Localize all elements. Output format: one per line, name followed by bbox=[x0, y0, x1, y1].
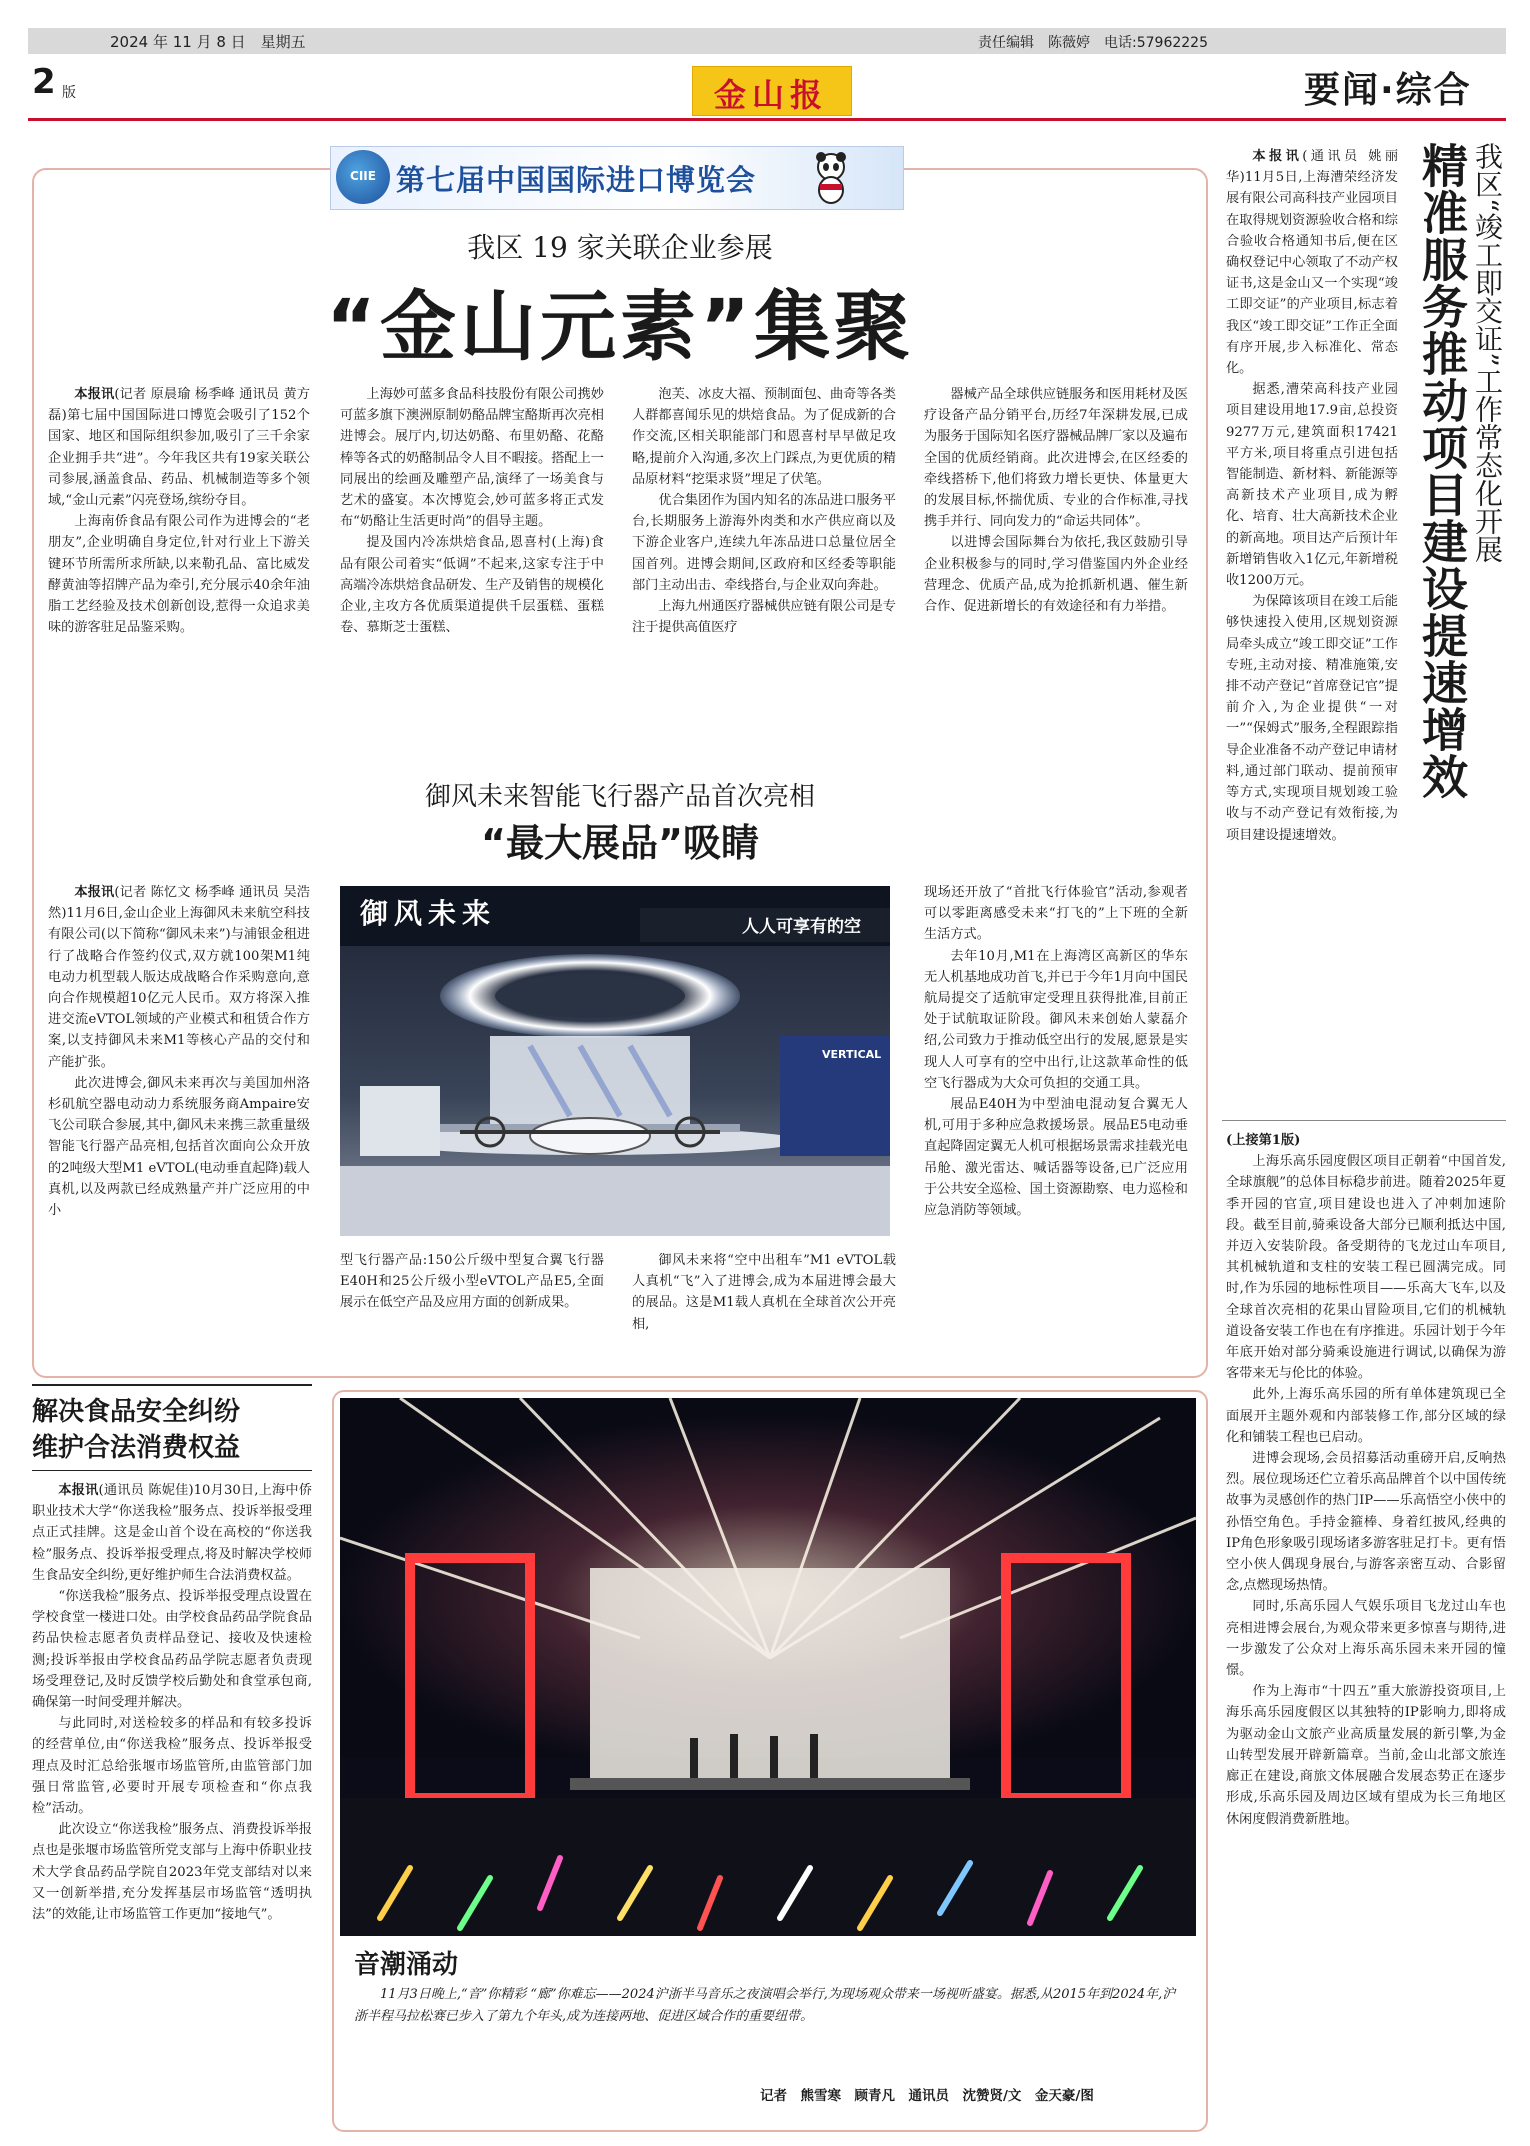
expo-paragraph: 第七届中国国际进口博览会吸引了152个国家、地区和国际组织参加,吸引了三千余家企业拥手共“进”。今年我区共有19家关联公司参展,涵盖食品、药品、机械制造等多个领域,“金山元素”闪亮登场,缤纷夺目。 bbox=[48, 408, 310, 509]
flight-paragraph: 展品E40H为中型油电混动复合翼无人机,可用于多种应急救援场景。展品E5电动垂直起降固定翼无人机可根据场景需求挂载光电吊舱、激光雷达、喊话器等设备,已广泛应用于公共安全巡检、国土资源勘察、电力巡检和应急消防等领域。 bbox=[924, 1097, 1188, 1219]
food-headline-line1: 解决食品安全纠纷 bbox=[32, 1397, 241, 1427]
flight-column-1 bbox=[48, 882, 310, 1221]
food-headline-line2: 维护合法消费权益 bbox=[32, 1433, 241, 1463]
flight-column-2 bbox=[340, 1250, 604, 1314]
continued-label: (上接第1版) bbox=[1226, 1133, 1301, 1148]
food-byline-label: 本报讯 bbox=[58, 1483, 99, 1498]
page-unit: 版 bbox=[62, 85, 76, 101]
flight-paragraph: 御风未来将“空中出租车”M1 eVTOL载人真机“飞”入了进博会,成为本届进博会最大的展品。这是M1载人真机在全球首次公开亮相, bbox=[632, 1253, 896, 1332]
service-byline: (通讯员 姚丽华) bbox=[1226, 149, 1398, 186]
food-paragraph: 10月30日,上海中侨职业技术大学“你送我检”服务点、投诉举报受理点正式挂牌。这是金山首个设在高校的“你送我检”服务点、投诉举报受理点,将及时解决学校师生食品安全纠纷,更好维护师生合法消费权益。 bbox=[32, 1483, 312, 1583]
panda-mascot-icon bbox=[808, 150, 854, 204]
flight-paragraph: 去年10月,M1在上海湾区高新区的华东无人机基地成功首飞,并已于今年1月向中国民航局提交了适航审定受理且获得批准,目前正处于试航取证阶段。御风未来创始人蒙磊介绍,公司致力于推动低空出行的发展,愿景是实现人人可享有的空中出行,让这款革命性的低空飞行器成为大众可负担的交通工具。 bbox=[924, 948, 1188, 1091]
expo-paragraph: 泡芙、冰皮大福、预制面包、曲奇等各类人群都喜闻乐见的烘焙食品。为了促成新的合作交流,区相关职能部门和恩喜村早早做足攻略,提前介入沟通,多次上门踩点,为更优质的精品原材料“挖渠求贤”埋足了伏笔。 bbox=[632, 387, 896, 487]
flight-paragraph: 现场还开放了“首批飞行体验官”活动,参观者可以零距离感受未来“打飞的”上下班的全新生活方式。 bbox=[924, 885, 1188, 943]
service-byline-label: 本报讯 bbox=[1252, 149, 1303, 164]
expo-banner-title: 第七届中国国际进口博览会 bbox=[396, 163, 757, 197]
food-byline: (通讯员 陈妮佳) bbox=[98, 1483, 194, 1498]
expo-byline-label: 本报讯 bbox=[74, 387, 115, 402]
flight-paragraph: 型飞行器产品:150公斤级中型复合翼飞行器E40H和25公斤级小型eVTOL产品E5,全面展示在低空产品及应用方面的创新成果。 bbox=[340, 1253, 604, 1311]
food-headline bbox=[32, 1394, 322, 1466]
expo-paragraph: 上海妙可蓝多食品科技股份有限公司携妙可蓝多旗下澳洲原制奶酪品牌宝酪斯再次亮相进博会。展厅内,切达奶酪、布里奶酪、花酪棒等各式的奶酪制品令人目不暇接。搭配上一同展出的绘画及雕塑产品,演绎了一场美食与艺术的盛宴。本次博览会,妙可蓝多将正式发布“奶酪让生活更时尚”的倡导主题。 bbox=[340, 387, 604, 530]
editor-info: 责任编辑 陈薇婷 电话:57962225 bbox=[978, 35, 1208, 51]
expo-column-3 bbox=[632, 384, 896, 638]
flight-byline-label: 本报讯 bbox=[74, 885, 115, 900]
service-kicker: 我区“竣工即交证”工作常态化开展 bbox=[1471, 142, 1504, 563]
header-rule bbox=[28, 118, 1506, 121]
divider-line bbox=[1222, 1120, 1506, 1121]
service-paragraph: 11月5日,上海漕荣经济发展有限公司高科技产业园项目在取得规划资源验收合格和综合验收合格通知书后,便在区确权登记中心领取了不动产权证书,这是金山又一个实现“竣工即交证”的产业项目,标志着我区“竣工即交证”工作正全面有序开展,步入标准化、常态化。 bbox=[1226, 170, 1398, 377]
service-column-top bbox=[1226, 146, 1398, 892]
expo-paragraph: 优合集团作为国内知名的冻品进口服务平台,长期服务上游海外肉类和水产供应商以及下游企业客户,连续九年冻品进口总量位居全国首列。进博会期间,区政府和区经委等职能部门主动出击、牵线搭台,与企业双向奔赴。 bbox=[632, 493, 896, 593]
continued-paragraph: 此外,上海乐高乐园的所有单体建筑现已全面展开主题外观和内部装修工作,部分区域的绿化和铺装工程也已启动。 bbox=[1226, 1387, 1506, 1445]
expo-paragraph: 提及国内冷冻烘焙食品,恩喜村(上海)食品有限公司着实“低调”不起来,这家专注于中高端冷冻烘焙食品研发、生产及销售的规模化企业,主攻方各优质渠道提供千层蛋糕、蛋糕卷、慕斯芝士蛋糕、 bbox=[340, 535, 604, 636]
food-paragraph: “你送我检”服务点、投诉举报受理点设置在学校食堂一楼进口处。由学校食品药品学院食品药品快检志愿者负责样品登记、接收及快速检测;投诉举报由学校食品药品学院志愿者负责现场受理登记,及时反馈学校后勤处和食堂承包商,确保第一时间受理并解决。 bbox=[32, 1589, 312, 1711]
service-paragraph: 据悉,漕荣高科技产业园项目建设用地17.9亩,总投资9277万元,建筑面积17421平方米,项目将重点引进包括智能制造、新材料、新能源等高新技术产业项目,成为孵化、培育、壮大高新技术企业的新高地。项目达产后预计年新增销售收入1亿元,年新增税收1200万元。 bbox=[1226, 382, 1398, 589]
flight-column-3 bbox=[632, 1250, 896, 1335]
continued-paragraph: 同时,乐高乐园人气娱乐项目飞龙过山车也亮相进博会展台,为观众带来更多惊喜与期待,进一步激发了公众对上海乐高乐园未来开园的憧憬。 bbox=[1226, 1599, 1506, 1679]
expo-column-2 bbox=[340, 384, 604, 638]
photo-sign-text: 御风未来 bbox=[360, 897, 497, 930]
expo-paragraph: 以进博会国际舞台为依托,我区鼓励引导企业积极参与的同时,学习借鉴国内外企业经营理念、优质产品,成为抢抓新机遇、催生新合作、促进新增长的有效途径和有力举措。 bbox=[924, 535, 1188, 615]
food-paragraph: 与此同时,对送检较多的样品和有较多投诉的经营单位,由“你送我检”服务点、投诉举报受理点及时汇总给张堰市场监管所,由监管部门加强日常监管,必要时开展专项检查和“你点我检”活动。 bbox=[32, 1716, 312, 1817]
expo-paragraph: 上海九州通医疗器械供应链有限公司是专注于提供高值医疗 bbox=[632, 599, 896, 636]
expo-column-4 bbox=[924, 384, 1188, 617]
continued-paragraph: 进博会现场,会员招募活动重磅开启,反响热烈。展位现场还伫立着乐高品牌首个以中国传统故事为灵感创作的热门IP——乐高悟空小侠中的孙悟空角色。手持金箍棒、身着红披风,经典的IP角色形象吸引现场诸多游客驻足打卡。更有悟空小侠人偶现身展台,与游客亲密互动、合影留念,点燃现场热情。 bbox=[1226, 1451, 1506, 1594]
flight-column-4 bbox=[924, 882, 1188, 1221]
concert-credit: 记者 熊雪寒 顾青凡 通讯员 沈赞贤/文 金天豪/图 bbox=[760, 2088, 1094, 2104]
photo-slogan-text: 人人可享有的空 bbox=[742, 917, 861, 937]
expo-column-1 bbox=[48, 384, 310, 638]
flight-byline: (记者 陈忆文 杨季峰 通讯员 吴浩然) bbox=[48, 885, 310, 922]
ciie-logo-text: CIIE bbox=[350, 169, 376, 183]
expo-paragraph: 器械产品全球供应链服务和医用耗材及医疗设备产品分销平台,历经7年深耕发展,已成为服务于国际知名医疗器械品牌厂家以及遍布全国的优质经销商。此次进博会,在区经委的牵线搭桥下,他们将致力增长更快、体量更大的发展目标,怀揣优质、专业的合作标准,寻找携手并行、同向发力的“命运共同体”。 bbox=[924, 387, 1188, 530]
concert-caption: 11月3日晚上,“音”你精彩 “廊”你难忘——2024沪浙半马音乐之夜演唱会举行,为现场观众带来一场视听盛宴。据悉,从2015年到2024年,沪浙半程马拉松赛已步入了第九个年头,成为连接两地、促进区域合作的重要纽带。 bbox=[354, 1987, 1176, 2024]
service-headline: 精准服务推动项目建设提速增效 bbox=[1415, 142, 1469, 800]
flight-kicker: 御风未来智能飞行器产品首次亮相 bbox=[424, 782, 815, 812]
continued-column bbox=[1226, 1130, 1506, 2130]
expo-kicker: 我区 19 家关联企业参展 bbox=[467, 231, 773, 264]
flight-paragraph: 11月6日,金山企业上海御风未来航空科技有限公司(以下简称“御风未来”)与浦银金租进行了战略合作签约仪式,双方就100架M1纯电动力机型载人版达成战略合作采购意向,意向合作规模超10亿元人民币。双方将深入推进交流eVTOL领域的产业模式和租赁合作方案,以支持御风未来M1等核心产品的交付和产能扩张。 bbox=[48, 906, 310, 1070]
food-rule bbox=[32, 1384, 312, 1386]
flight-paragraph: 此次进博会,御风未来再次与美国加州洛杉矶航空器电动动力系统服务商Ampaire安飞公司联合参展,其中,御风未来携三款重量级智能飞行器产品亮相,包括首次面向公众开放的2吨级大型M1 eVTOL(电动垂直起降)载人真机,以及两款已经成熟量产并广泛应用的中小 bbox=[48, 1075, 310, 1219]
expo-headline: “金山元素”集聚 bbox=[326, 282, 914, 371]
continued-paragraph: 上海乐高乐园度假区项目正朝着“中国首发,全球旗舰”的总体目标稳步前进。随着2025年夏季开园的官宣,项目建设也进入了冲刺加速阶段。截至目前,骑乘设备大部分已顺利抵达中国,并迈入安装阶段。备受期待的飞龙过山车项目,其机械轨道和支柱的安装工程已圆满完成。同时,作为乐园的地标性项目——乐高大飞车,以及全球首次亮相的花果山冒险项目,它们的机械轨道设备安装工作也在有序推进。乐园计划于今年年底开始对部分骑乘设施进行调试,以确保为游客带来无与伦比的体验。 bbox=[1226, 1154, 1506, 1382]
section-title: 要闻·综合 bbox=[1304, 70, 1472, 111]
expo-byline: (记者 原晨瑜 杨季峰 通讯员 黄方磊) bbox=[48, 387, 310, 424]
food-rule-lower bbox=[32, 1470, 312, 1471]
concert-photo bbox=[340, 1398, 1196, 1936]
service-paragraph: 为保障该项目在竣工后能够快速投入使用,区规划资源局牵头成立“竣工即交证”工作专班,主动对接、精准施策,安排不动产登记“首席登记官”提前介入,为企业提供“一对一”“保姆式”服务,全程跟踪指导企业准备不动产登记申请材料,通过部门联动、提前预审等方式,实现项目规划竣工验收与不动产登记有效衔接,为项目建设提速增效。 bbox=[1226, 594, 1398, 843]
page-number: 2 bbox=[32, 62, 56, 102]
flight-photo bbox=[340, 886, 890, 1236]
masthead-title: 金山报 bbox=[713, 76, 828, 114]
photo-brand-text: VERTICAL bbox=[822, 1048, 882, 1061]
expo-paragraph: 上海南侨食品有限公司作为进博会的“老朋友”,企业明确自身定位,针对行业上下游关键环节所需所求所缺,以来勒孔品、富比威发酵黄油等招牌产品为牵引,充分展示40余年油脂工艺经验及技术创新创设,惹得一众追求美味的游客驻足品鉴采购。 bbox=[48, 514, 310, 636]
food-paragraph: 此次设立“你送我检”服务点、消费投诉举报点也是张堰市场监管所党支部与上海中侨职业技术大学食品药品学院自2023年党支部结对以来又一创新举措,充分发挥基层市场监管“透明执法”的效能,让市场监管工作更加“接地气”。 bbox=[32, 1822, 312, 1923]
continued-paragraph: 作为上海市“十四五”重大旅游投资项目,上海乐高乐园度假区以其独特的IP影响力,即将成为驱动金山文旅产业高质量发展的新引擎,为金山转型发展开辟新篇章。当前,金山北部文旅连廊正在建设,商旅文体展融合发展态势正在逐步形成,乐高乐园及周边区域有望成为长三角地区休闲度假消费新胜地。 bbox=[1226, 1684, 1506, 1827]
flight-headline: “最大展品”吸睛 bbox=[481, 821, 759, 865]
food-column bbox=[32, 1480, 312, 2130]
concert-headline: 音潮涌动 bbox=[354, 1950, 459, 1980]
issue-date: 2024 年 11 月 8 日 星期五 bbox=[110, 33, 306, 51]
